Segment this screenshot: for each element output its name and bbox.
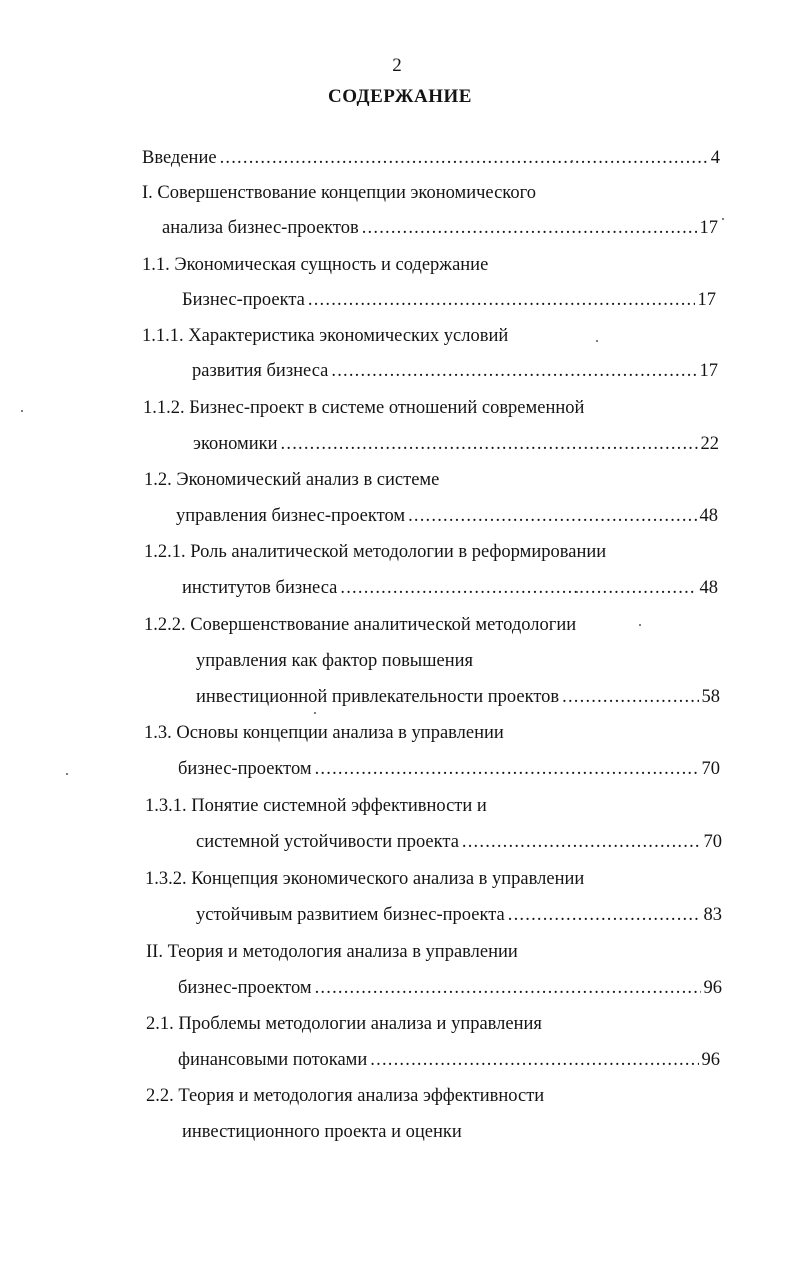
toc-entry-1-2[interactable]: [176, 504, 718, 528]
toc-page-number: 17: [699, 361, 718, 381]
toc-entry-1-3-line1: 1.3. Основы концепции анализа в управлении: [144, 723, 504, 743]
toc-entry-2-1[interactable]: [178, 1048, 720, 1072]
toc-entry-title: экономики: [193, 434, 278, 454]
toc-entry-intro[interactable]: [142, 146, 720, 170]
toc-leader-dots: [462, 830, 701, 854]
page-number: 2: [392, 55, 402, 76]
toc-entry-1-1-2-line1: 1.1.2. Бизнес-проект в системе отношений современной: [143, 398, 585, 418]
scan-speck: [66, 773, 68, 775]
toc-entry-title: институтов бизнеса: [182, 578, 338, 598]
toc-leader-dots: [508, 903, 701, 927]
toc-leader-dots: [331, 359, 696, 383]
toc-entry-title: управления бизнес-проектом: [176, 506, 406, 526]
toc-leader-dots: [408, 504, 696, 528]
toc-entry-1-3[interactable]: [178, 757, 720, 781]
toc-leader-dots: [315, 757, 699, 781]
toc-entry-1-3-2-line1: 1.3.2. Концепция экономического анализа в управлении: [145, 869, 585, 889]
toc-entry-1-2-2-line2: управления как фактор повышения: [196, 651, 474, 671]
toc-entry-1-1-1-line1: 1.1.1. Характеристика экономических условий: [142, 326, 509, 346]
toc-page-number: 70: [703, 832, 722, 852]
toc-entry-title: финансовыми потоками: [178, 1050, 368, 1070]
toc-entry-1-2-1[interactable]: [182, 576, 718, 600]
toc-leader-dots: [362, 216, 697, 240]
toc-leader-dots: [281, 432, 698, 456]
toc-entry-title: системной устойчивости проекта: [196, 832, 459, 852]
toc-entry-1-3-1-line1: 1.3.1. Понятие системной эффективности и: [145, 796, 487, 816]
scan-speck: [639, 624, 641, 626]
toc-entry-1-2-line1: 1.2. Экономический анализ в системе: [144, 470, 440, 490]
toc-page-number: 58: [701, 687, 720, 707]
toc-entry-1-1[interactable]: [182, 288, 716, 312]
toc-entry-title: инвестиционной привлекательности проектов: [196, 687, 560, 707]
scan-speck: [722, 218, 724, 220]
toc-page-number: 22: [700, 434, 719, 454]
toc-entry-1-2-2-line1: 1.2.2. Совершенствование аналитической методологии: [144, 615, 577, 635]
toc-entry-title: Введение: [142, 148, 217, 168]
toc-page-number: 4: [710, 148, 720, 168]
toc-entry-1-2-2[interactable]: [196, 685, 720, 709]
toc-entry-1-1-line1: 1.1. Экономическая сущность и содержание: [142, 255, 489, 275]
toc-page-number: 17: [697, 290, 716, 310]
toc-page-number: 96: [703, 978, 722, 998]
toc-entry-title: Бизнес-проекта: [182, 290, 305, 310]
scan-speck: [576, 591, 578, 593]
toc-entry-title: бизнес-проектом: [178, 978, 312, 998]
toc-entry-1-3-1[interactable]: [196, 830, 722, 854]
toc-entry-title: бизнес-проектом: [178, 759, 312, 779]
toc-page-number: 17: [699, 218, 718, 238]
page-title: СОДЕРЖАНИЕ: [328, 86, 472, 107]
toc-page-number: 48: [699, 506, 718, 526]
toc-leader-dots: [315, 976, 701, 1000]
toc-leader-dots: [370, 1048, 698, 1072]
toc-leader-dots: [220, 146, 708, 170]
toc-entry-title: развития бизнеса: [192, 361, 329, 381]
toc-page-number: 96: [701, 1050, 720, 1070]
toc-entry-1-1-2[interactable]: [193, 432, 719, 456]
toc-page-number: 48: [699, 578, 718, 598]
toc-entry-ch1-line1: I. Совершенствование концепции экономического: [142, 183, 536, 203]
toc-page-number: 70: [701, 759, 720, 779]
toc-entry-title: анализа бизнес-проектов: [162, 218, 359, 238]
toc-entry-ch2-line1: II. Теория и методология анализа в управлении: [146, 942, 518, 962]
toc-entry-1-2-1-line1: 1.2.1. Роль аналитической методологии в реформировании: [144, 542, 607, 562]
toc-page-number: 83: [703, 905, 722, 925]
toc-entry-2-2-line1: 2.2. Теория и методология анализа эффективности: [146, 1086, 545, 1106]
toc-leader-dots: [340, 576, 696, 600]
toc-leader-dots: [308, 288, 695, 312]
toc-entry-title: устойчивым развитием бизнес-проекта: [196, 905, 505, 925]
toc-entry-1-3-2[interactable]: [196, 903, 722, 927]
scan-speck: [314, 712, 316, 714]
toc-entry-2-2-line2: инвестиционного проекта и оценки: [182, 1122, 462, 1142]
scan-speck: [571, 160, 573, 162]
scan-speck: [21, 410, 23, 412]
toc-leader-dots: [562, 685, 698, 709]
toc-entry-ch2[interactable]: [178, 976, 722, 1000]
scan-speck: [596, 340, 598, 342]
toc-entry-ch1[interactable]: [162, 216, 718, 240]
toc-entry-1-1-1[interactable]: [192, 359, 718, 383]
toc-entry-2-1-line1: 2.1. Проблемы методологии анализа и управления: [146, 1014, 542, 1034]
